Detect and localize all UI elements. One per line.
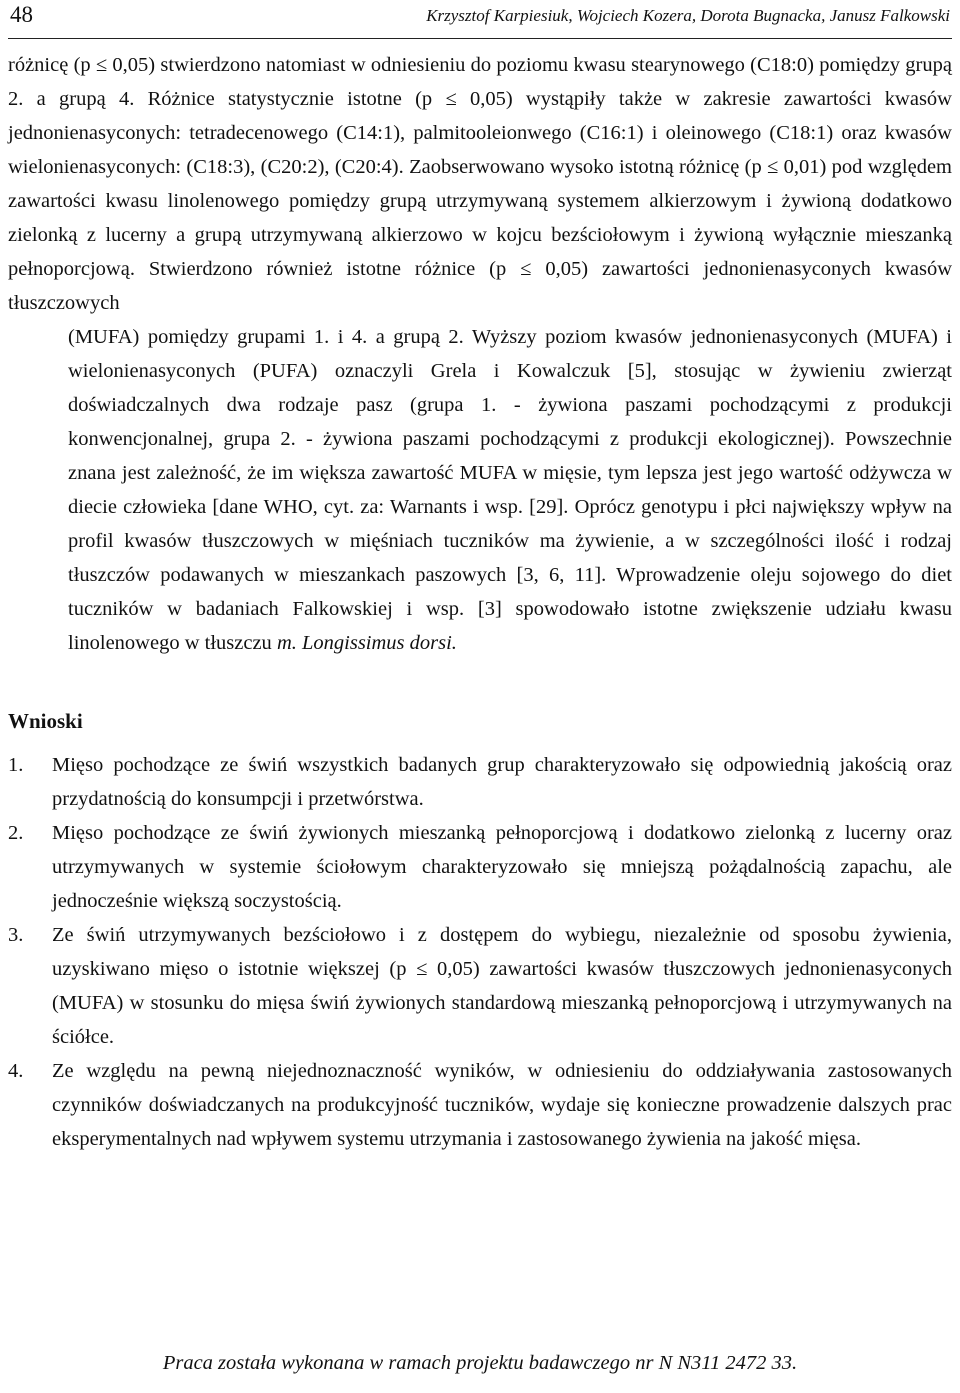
- funding-footnote: Praca została wykonana w ramach projektu badawczego nr N N311 2472 33.: [162, 1352, 798, 1374]
- running-header: [8, 0, 952, 39]
- list-item: [8, 748, 952, 816]
- list-item-number: 2.: [8, 822, 24, 844]
- paragraph-text-part-2-body: (MUFA) pomiędzy grupami 1. i 4. a grupą 2. Wyższy poziom kwasów jednonienasyconych (MUFA) i wielonienasyconych (PUFA) oznaczyli Grela i Kowalczuk [5], stosując w żywieniu zwierząt doświadczalnych dwa rodzaje pasz (grupa 1. - żywiona paszami pochodzącymi z produkcji konwencjonalnej, grupa 2. - żywiona paszami pochodzącymi z produkcji ekologicznej). Powszechnie znana jest zależność, że im większa zawartość MUFA w mięsie, tym lepsza jest jego wartość odżywcza w diecie człowieka [dane WHO, cyt. za: Warnants i wsp. [29]. Oprócz genotypu i płci największy wpływ na profil kwasów tłuszczowych w mięśniach tuczników ma żywienie, a w szczególności ilość i rodzaj tłuszczów podawanych w mieszankach paszowych [3, 6, 11]. Wprowadzenie oleju sojowego do diet tuczników w badaniach Falkowskiej i wsp. [3] spowodowało istotne zwiększenie udziału kwasu linolenowego w tłuszczu: [68, 326, 952, 654]
- list-item-text: Mięso pochodzące ze świń żywionych mieszanką pełnoporcjową i dodatkowo zielonką z lucerny oraz utrzymywanych w systemie ściołowym charakteryzowało się mniejszą pożądalnością zapachu, ale jednocześnie większą soczystością.: [52, 822, 952, 912]
- page-number: 48: [10, 2, 33, 27]
- section-heading: Wnioski: [8, 709, 83, 733]
- paragraph-text-part-2: [8, 320, 952, 660]
- latin-term: m. Longissimus dorsi.: [276, 632, 457, 654]
- list-item: [8, 1054, 952, 1156]
- running-header-authors: Krzysztof Karpiesiuk, Wojciech Kozera, Dorota Bugnacka, Janusz Falkowski: [426, 6, 950, 25]
- list-item-text: Ze względu na pewną niejednoznaczność wyników, w odniesieniu do oddziaływania zastosowanych czynników doświadczanych na produkcyjność tuczników, wydaje się konieczne prowadzenie dalszych prac eksperymentalnych nad wpływem systemu utrzymania i zastosowanego żywienia na jakość mięsa.: [52, 1060, 952, 1150]
- list-item: [8, 816, 952, 918]
- list-item-number: 1.: [8, 754, 24, 776]
- conclusions-list: [8, 748, 952, 1156]
- body-text: [8, 48, 952, 1156]
- list-item: [8, 918, 952, 1054]
- list-item-number: 4.: [8, 1060, 24, 1082]
- list-item-number: 3.: [8, 924, 24, 946]
- list-item-text: Ze świń utrzymywanych bezściołowo i z dostępem do wybiegu, niezależnie od sposobu żywienia, uzyskiwano mięso o istotnie większej (p ≤ 0,05) zawartości kwasów tłuszczowych jednonienasyconych (MUFA) w stosunku do mięsa świń żywionych standardową mieszanką pełnoporcjową i utrzymywanych na ściółce.: [52, 924, 952, 1048]
- paragraph: [8, 48, 952, 660]
- list-item-text: Mięso pochodzące ze świń wszystkich badanych grup charakteryzowało się odpowiednią jakością oraz przydatnością do konsumpcji i przetwórstwa.: [52, 754, 952, 810]
- paragraph-text-part-1: różnicę (p ≤ 0,05) stwierdzono natomiast w odniesieniu do poziomu kwasu stearynowego (C18:0) pomiędzy grupą 2. a grupą 4. Różnice statystycznie istotne (p ≤ 0,05) wystąpiły także w zakresie zawartości kwasów jednonienasyconych: tetradecenowego (C14:1), palmitooleionwego (C16:1) i oleinowego (C18:1) oraz kwasów wielonienasyconych: (C18:3), (C20:2), (C20:4). Zaobserwowano wysoko istotną różnicę (p ≤ 0,01) pod względem zawartości kwasu linolenowego pomiędzy grupą utrzymywaną systemem alkierzowym i żywioną dodatkowo zielonką z lucerny a grupą utrzymywaną alkierzowo w kojcu bezściołowym i żywioną wyłącznie mieszanką pełnoporcjową. Stwierdzono również istotne różnice (p ≤ 0,05) zawartości jednonienasyconych kwasów tłuszczowych: [8, 54, 952, 314]
